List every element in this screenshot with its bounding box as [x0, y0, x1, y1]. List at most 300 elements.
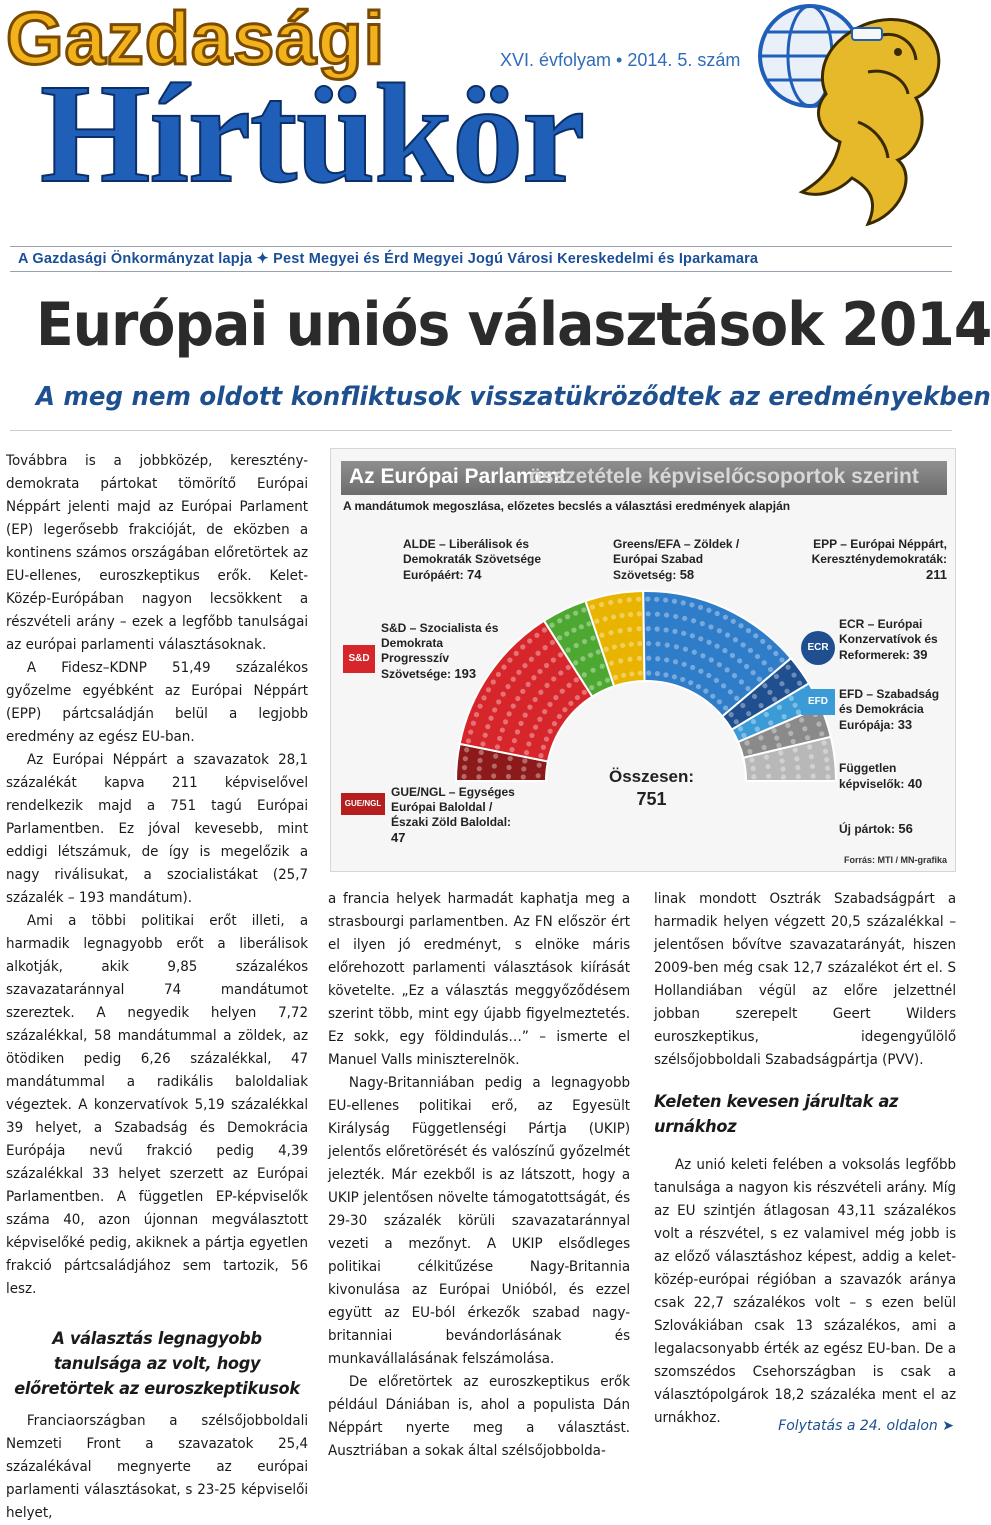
seat-dot [536, 651, 541, 656]
seat-dot [536, 773, 541, 778]
seat-dot [664, 612, 669, 617]
seat-dot [715, 611, 720, 616]
seat-dot [740, 703, 745, 708]
seat-dot [730, 653, 735, 658]
seat-dot [486, 687, 491, 692]
seat-dot [691, 618, 696, 623]
seat-dot [765, 764, 770, 769]
continued-link[interactable] [778, 1418, 954, 1434]
seat-dot [725, 632, 730, 637]
seat-dot [681, 600, 686, 605]
seat-dot [491, 773, 496, 778]
seat-dot [766, 774, 771, 779]
seat-dot [780, 766, 785, 771]
group-name: Független képviselők: [839, 761, 905, 791]
seat-dot [483, 733, 488, 738]
seat-dot [515, 696, 520, 701]
seat-dot [507, 658, 512, 663]
seat-dot [646, 611, 651, 616]
seat-dot [744, 664, 749, 669]
seat-dot [810, 764, 815, 769]
seat-dot [542, 627, 547, 632]
seat-dot [476, 774, 481, 779]
seat-dot [778, 750, 783, 755]
column-right [654, 888, 956, 1430]
seat-dot [551, 676, 556, 681]
seat-dot [612, 644, 617, 649]
seat-dot [518, 721, 523, 726]
seat-dot [529, 657, 534, 662]
seat-dot [605, 678, 610, 683]
seat-dot [700, 621, 705, 626]
seat-dot [636, 597, 641, 602]
seat-dot [527, 705, 532, 710]
seat-dot [746, 628, 751, 633]
seat-dot [620, 643, 625, 648]
seat-dot [698, 605, 703, 610]
seat-dot [673, 614, 678, 619]
seat-dot [526, 741, 531, 746]
paragraph: a francia helyek harmadát kaphatja meg a strasbourgi parlamentben. Az FN először ért el ilyen jó eredményt, s elnöke máris előrehozott parlamenti választások kiírását követelte. „Ez a választás meggyőződésem szerint több, mint egy újabb figyelmeztetés. Ez sokk, egy földindulás…” – ismerte el Manuel Valls miniszterelnök. [328, 891, 631, 1068]
seat-dot [797, 681, 802, 686]
seat-dot [781, 774, 786, 779]
seat-dot [725, 667, 730, 672]
seat-dot [773, 651, 778, 656]
seat-dot [794, 756, 799, 761]
infographic-title: Az Európai Parlament [349, 465, 567, 488]
seat-dot [557, 618, 562, 623]
seat-dot [477, 766, 482, 771]
seat-dot [522, 663, 527, 668]
seat-dot [600, 664, 605, 669]
seat-dot [793, 747, 798, 752]
group-seats: 47 [391, 830, 406, 845]
seat-dot [588, 652, 593, 657]
seat-dot [709, 657, 714, 662]
seat-dot [573, 611, 578, 616]
seat-dot [772, 697, 777, 702]
seat-dot [796, 774, 801, 779]
seat-dot [495, 744, 500, 749]
seat-dot [503, 719, 508, 724]
seat-dot [538, 690, 543, 695]
efd-logo: EFD [801, 689, 835, 715]
seat-dot [571, 628, 576, 633]
seat-dot [590, 635, 595, 640]
seat-dot [515, 729, 520, 734]
seat-dot [562, 707, 567, 712]
seat-dot [767, 690, 772, 695]
group-name: Új pártok: [839, 822, 896, 836]
seat-dot [746, 711, 751, 716]
seat-dot [824, 757, 829, 762]
brand-main-title: Hírtükör [40, 54, 585, 212]
label-independent [839, 761, 949, 792]
seat-dot [544, 683, 549, 688]
seat-dot [574, 643, 579, 648]
seat-dot [738, 623, 743, 628]
label-efd [839, 687, 949, 733]
seat-dot [464, 747, 469, 752]
seat-dot [564, 631, 569, 636]
seat-dot [474, 712, 479, 717]
seat-dot [646, 626, 651, 631]
seat-dot [505, 684, 510, 689]
seat-dot [663, 597, 668, 602]
seat-dot [551, 657, 556, 662]
seat-dot [762, 745, 767, 750]
seat-dot [655, 612, 660, 617]
group-name: Greens/EFA – Zöldek / Európai Szabad Szövetség: [613, 537, 740, 582]
seat-dot [780, 758, 785, 763]
seat-dot [543, 645, 548, 650]
section-heading: A választás legnagyobb tanulsága az volt, hogy előretörtek az euroszkeptikusok [14, 1329, 300, 1399]
seat-dot [674, 644, 679, 649]
seat-dot [550, 640, 555, 645]
seat-dot [791, 739, 796, 744]
seat-dot [696, 684, 701, 689]
seat-dot [690, 633, 695, 638]
seat-dot [811, 774, 816, 779]
seat-dot [646, 670, 651, 675]
arrow-right-icon: ➤ [942, 1418, 954, 1434]
seat-dot [772, 728, 777, 733]
seat-dot [645, 596, 650, 601]
seat-dot [745, 686, 750, 691]
seat-dot [664, 657, 669, 662]
tagline: A Gazdasági Önkormányzat lapja ✦ Pest Megyei és Érd Megyei Jogú Városi Kereskedelmi és Iparkamara [18, 251, 759, 267]
seat-dot [738, 726, 743, 731]
seat-dot [565, 614, 570, 619]
seat-dot [522, 758, 527, 763]
seat-dot [511, 703, 516, 708]
seat-dot [497, 736, 502, 741]
infographic-title-bar [341, 461, 947, 495]
seat-dot [758, 735, 763, 740]
seat-dot [461, 774, 466, 779]
seat-dot [799, 717, 804, 722]
seat-dot [680, 677, 685, 682]
seat-dot [749, 757, 754, 762]
seat-dot [673, 659, 678, 664]
seat-dot [609, 661, 614, 666]
seat-dot [744, 740, 749, 745]
seat-dot [485, 724, 490, 729]
seat-dot [509, 747, 514, 752]
lion-globe-logo [748, 2, 954, 232]
seat-dot [537, 763, 542, 768]
seat-dot [523, 713, 528, 718]
seat-dot [533, 725, 538, 730]
seat-dot [723, 705, 728, 710]
seat-dot [558, 670, 563, 675]
infographic-source: Forrás: MTI / MN-grafika [843, 855, 947, 865]
total-seats [609, 767, 694, 810]
seat-dot [664, 627, 669, 632]
seat-dot [690, 665, 695, 670]
seat-dot [575, 695, 580, 700]
group-seats: 56 [898, 821, 913, 836]
continued-text: Folytatás a 24. oldalon [778, 1418, 938, 1434]
seat-dot [752, 694, 757, 699]
seat-dot [541, 745, 546, 750]
seat-dot [548, 729, 553, 734]
seat-dot [774, 674, 779, 679]
seat-dot [654, 597, 659, 602]
seat-dot [717, 699, 722, 704]
seat-dot [785, 723, 790, 728]
label-sd [381, 621, 499, 682]
seat-dot [549, 623, 554, 628]
seat-dot [492, 763, 497, 768]
seat-dot [538, 753, 543, 758]
paragraph: Az unió keleti felében a voksolás legfőbb tanulsága a nagyon kis részvételi arány. Míg az EU szintjén átlagosan 43,11 százalékos volt a részvétel, s ez valamivel még jobb is az előző választáshoz képest, addig a kelet-közép-európai régióban a szavazók aránya csak 22,7 százalékos volt – s ezen belül Szlovákiában csak 13 százalékos, ami a legalacsonyabb érték az egész EU-ban. De a szomszédos Csehországban is csak a választópolgárok 18,2 százaléka ment el az urnákhoz. [654, 1157, 957, 1426]
seat-dot [608, 630, 613, 635]
seat-dot [672, 674, 677, 679]
seat-dot [728, 689, 733, 694]
seat-dot [552, 721, 557, 726]
seat-dot [706, 608, 711, 613]
seat-dot [579, 624, 584, 629]
seat-dot [589, 685, 594, 690]
paragraph: Ami a többi politikai erőt illeti, a harmadik legnagyobb erőt a liberálisok alkotják, akik 9,85 százalékos szavazataránnyal 74 mandátumot szereztek. A negyedik helyen 7,72 százalékkal, 58 mandátummal a zöldek, az ötödiken pedig 6,26 százalékkal, 47 mandátummal a radikális baloldaliak végeztek. A konzervatívok 5,19 százalékkal 39 helyet, a Szabadság és Demokrácia Európája nevű frakció pedig 4,39 százalékkal 33 helyet szerzett az Európai Parlamentben. A független EP-képviselők száma 40, azon újonnan megválasztott képviselőké pedig, akiknek a pártja egyetlen frakció pártcsaládjához sem tartozik, 56 lesz. [6, 913, 309, 1297]
seat-dot [706, 640, 711, 645]
group-seats: 39 [913, 647, 928, 662]
seat-dot [785, 665, 790, 670]
seat-dot [618, 658, 623, 663]
seat-dot [655, 626, 660, 631]
seat-dot [520, 644, 525, 649]
section-heading: Keleten kevesen járultak az urnákhoz [654, 1092, 899, 1137]
seat-dot [722, 648, 727, 653]
seat-dot [599, 602, 604, 607]
article-title: Európai uniós választások 2014 [36, 290, 991, 360]
infographic-subtitle: A mandátumok megoszlása, előzetes becslés a választási eredmények alapján [343, 499, 791, 513]
seat-dot [729, 712, 734, 717]
seat-dot [566, 665, 571, 670]
paragraph: A Fidesz–KDNP 51,49 százalékos győzelme egyébként az Európai Néppárt (EPP) pártcsaládján belül a legjobb eredmény az egész EU-ban. [6, 660, 309, 745]
seat-dot [574, 677, 579, 682]
seat-dot [748, 648, 753, 653]
seat-dot [717, 628, 722, 633]
column-middle [328, 888, 630, 1463]
seat-dot [611, 614, 616, 619]
label-new-parties [839, 821, 949, 837]
seat-dot [481, 695, 486, 700]
seat-dot [821, 740, 826, 745]
group-seats: 40 [907, 776, 923, 791]
seat-dot [557, 714, 562, 719]
divider [10, 430, 952, 431]
seat-dot [751, 766, 756, 771]
seat-dot [501, 692, 506, 697]
seat-dot [751, 774, 756, 779]
label-ecr [839, 617, 949, 663]
seat-dot [708, 624, 713, 629]
seat-dot [558, 652, 563, 657]
seat-dot [537, 717, 542, 722]
seat-dot [689, 602, 694, 607]
seat-dot [512, 738, 517, 743]
label-epp [797, 537, 947, 583]
seat-dot [533, 697, 538, 702]
article-subtitle: A meg nem oldott konfliktusok visszatükröződtek az eredményekben [36, 382, 991, 412]
seat-dot [805, 735, 810, 740]
seat-dot [823, 749, 828, 754]
total-label: Összesen: [609, 767, 695, 786]
seat-dot [627, 597, 632, 602]
seat-dot [534, 633, 539, 638]
seat-dot [637, 656, 642, 661]
seat-dot [717, 662, 722, 667]
group-name: S&D – Szocialista és Demokrata Progresszív Szövetsége: [381, 621, 499, 681]
seat-dot [466, 738, 471, 743]
seat-dot [706, 673, 711, 678]
brand-top-title: Gazdasági [6, 0, 386, 80]
seat-dot [762, 660, 767, 665]
seat-dot [627, 657, 632, 662]
seat-dot [566, 683, 571, 688]
seat-dot [628, 612, 633, 617]
seat-dot [788, 731, 793, 736]
seat-dot [791, 672, 796, 677]
paragraph: Franciaországban a szélsőjobboldali Nemzeti Front a szavazatok 25,4 százalékával megnyerte az európai parlamenti választásokat, s 23-25 képviselői helyet, [6, 1413, 309, 1521]
group-seats: 211 [926, 567, 947, 582]
seat-dot [627, 627, 632, 632]
group-seats: 33 [897, 717, 913, 732]
seat-dot [816, 722, 821, 727]
paragraph: Az Európai Néppárt a szavazatok 28,1 százalékát kapva 211 képviselővel rendelkezik majd a 751 tagú Európai Parlamentben. Ez jóval kevesebb, mint eddigi létszámuk, de így is megelőzik a nagy riválisukat, a szocialistákat (25,7 százalék – 193 mandátum). [6, 752, 309, 906]
seat-dot [807, 744, 812, 749]
seat-dot [493, 754, 498, 759]
seat-dot [681, 631, 686, 636]
seat-dot [526, 682, 531, 687]
seat-dot [547, 702, 552, 707]
group-name: ECR – Európai Konzervatívok és Reformerek: [839, 617, 938, 662]
seat-dot [488, 716, 493, 721]
seat-dot [617, 598, 622, 603]
seat-dot [544, 736, 549, 741]
seat-dot [737, 658, 742, 663]
paragraph: Nagy-Britanniában pedig a legnagyobb EU-ellenes politikai erő, az Egyesült Királyság Függetlenségi Pártja (UKIP) jelentős előretörését és valószínű győzelmét jelezték. Már ezekből is az látszott, hogy a UKIP jelentősen növelte támogatottságát, és 29-30 százalék körüli szavazataránnyal vezeti a mezőnyt. A UKIP elsődleges politikai célkitűzése Nagy-Britannia kivonulása az Európai Unióból, és ezzel együtt az EU-ból érkezők szabad nagy-britanniai bevándorlásának és munkavállalásának felszámolása. [328, 1075, 631, 1367]
seat-dot [710, 694, 715, 699]
seat-dot [753, 633, 758, 638]
seat-dot [672, 629, 677, 634]
seat-dot [468, 729, 473, 734]
seat-dot [618, 628, 623, 633]
issue-info: XVI. évfolyam • 2014. 5. szám [500, 50, 741, 70]
seat-dot [741, 733, 746, 738]
seat-dot [768, 720, 773, 725]
seat-dot [568, 701, 573, 706]
masthead [0, 0, 960, 240]
seat-dot [596, 649, 601, 654]
ecr-logo: ECR [801, 631, 835, 665]
label-alde [403, 537, 553, 583]
seat-dot [582, 672, 587, 677]
seat-dot [764, 755, 769, 760]
seat-dot [779, 657, 784, 662]
seat-dot [757, 677, 762, 682]
seat-dot [638, 671, 643, 676]
seat-dot [637, 641, 642, 646]
seat-dot [776, 743, 781, 748]
seat-dot [698, 636, 703, 641]
seat-dot [723, 615, 728, 620]
seat-dot [544, 663, 549, 668]
seat-dot [520, 689, 525, 694]
seat-dot [732, 673, 737, 678]
seat-dot [734, 696, 739, 701]
seat-dot [582, 690, 587, 695]
seat-dot [636, 626, 641, 631]
seat-dot [714, 678, 719, 683]
seat-dot [663, 672, 668, 677]
sd-logo: S&D [343, 645, 375, 673]
seat-dot [477, 758, 482, 763]
seat-dot [514, 651, 519, 656]
group-name: ALDE – Liberálisok és Demokraták Szövetsége Európáért: [403, 537, 542, 582]
seat-dot [537, 669, 542, 674]
seat-dot [795, 765, 800, 770]
seat-dot [751, 670, 756, 675]
seat-dot [700, 653, 705, 658]
seat-dot [734, 719, 739, 724]
seat-dot [506, 765, 511, 770]
seat-dot [529, 733, 534, 738]
seat-dot [506, 774, 511, 779]
seat-dot [516, 670, 521, 675]
seat-dot [764, 712, 769, 717]
paragraph: De előretörtek az euroszkeptikus erők például Dániában is, ahol a populista Dán Néppárt nyerte meg a választást. Ausztriában a sokak által szélsőjobbolda- [328, 1374, 631, 1459]
seat-dot [758, 703, 763, 708]
seat-dot [521, 774, 526, 779]
paragraph: Továbbra is a jobbközép, keresztény-demokrata pártokat tömörítő Európai Néppárt jelenti majd az Európai Parlament (EP) legerősebb frakcióját, de eközben a kontinens számos országában előretörtek az EU-ellenes, euroszkeptikus erők. Kelet-Közép-Európában nagyon lecsökkent a részvételi arány – ezek a legfőbb tanulságai az európai parlamenti választásoknak. [6, 453, 309, 653]
group-name: EFD – Szabadság és Demokrácia Európája: [839, 687, 940, 732]
seat-dot [777, 705, 782, 710]
total-value: 751 [636, 789, 667, 809]
seat-dot [768, 667, 773, 672]
seat-dot [703, 688, 708, 693]
seat-dot [655, 656, 660, 661]
seat-dot [698, 669, 703, 674]
seat-dot [524, 750, 529, 755]
seat-dot [573, 660, 578, 665]
seat-dot [802, 726, 807, 731]
seat-dot [809, 754, 814, 759]
label-gue [391, 785, 521, 846]
seat-dot [760, 639, 765, 644]
seat-dot [672, 599, 677, 604]
seat-dot [683, 647, 688, 652]
seat-dot [789, 696, 794, 701]
seat-dot [762, 683, 767, 688]
seat-chart [451, 561, 841, 791]
seat-dot [479, 750, 484, 755]
infographic-title-rest: összetétele képviselőcsoportok szerint [529, 465, 919, 488]
seat-dot [747, 749, 752, 754]
seat-dot [542, 709, 547, 714]
seat-dot [496, 699, 501, 704]
seat-dot [792, 703, 797, 708]
group-name: EPP – Európai Néppárt, Kereszténydemokraták: [811, 537, 947, 566]
group-name: GUE/NGL – Egységes Európai Baloldal / Északi Zöld Baloldal: [391, 785, 515, 829]
seat-dot [655, 671, 660, 676]
seat-dot [590, 604, 595, 609]
seat-dot [619, 613, 624, 618]
seat-dot [825, 766, 830, 771]
seat-dot [586, 621, 591, 626]
